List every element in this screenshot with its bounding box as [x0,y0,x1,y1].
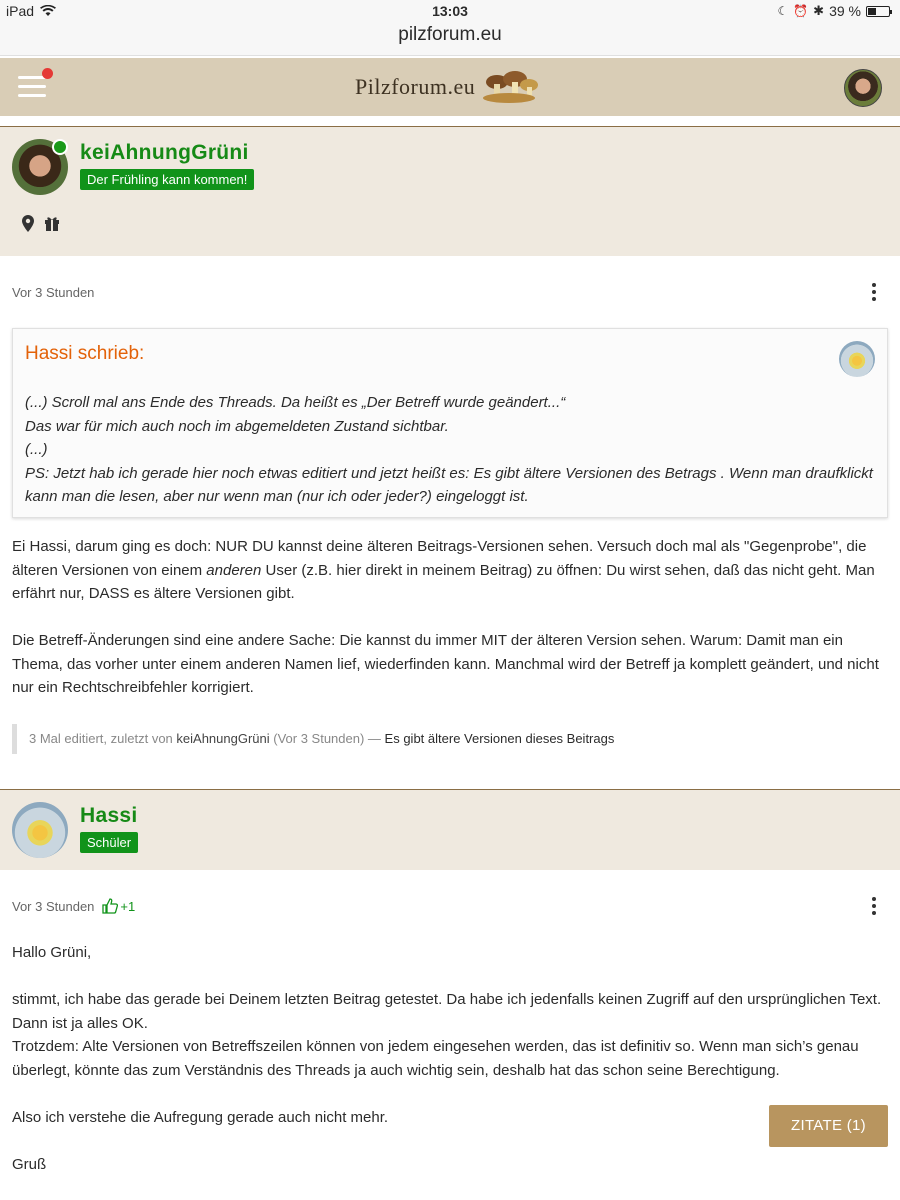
post-author-panel [0,126,900,256]
mushroom-logo-icon [483,70,539,104]
site-header [0,58,900,116]
url-text: pilzforum.eu [398,24,502,45]
edit-time: (Vor 3 Stunden) — [269,731,385,746]
battery-icon [866,6,890,17]
post-options-kebab-icon[interactable] [872,283,878,304]
quotes-button[interactable]: ZITATE (1) [769,1105,888,1147]
address-bar[interactable] [0,22,900,56]
post-paragraph: Gruß [12,1155,47,1173]
post-paragraph: Also ich verstehe die Aufregung gerade auch nicht mehr. [12,1108,389,1126]
site-logo[interactable] [355,70,539,104]
post-body [12,535,888,723]
post-options-kebab-icon[interactable] [872,897,878,918]
post-paragraph [12,988,888,1082]
emphasis-text: anderen [206,561,262,579]
gift-icon[interactable] [44,215,60,231]
rank-badge: Schüler [80,832,138,853]
author-avatar[interactable] [12,802,68,858]
quote-line: (...) Scroll mal ans Ende des Threads. Da heißt es „Der Betreff wurde geändert...“ [25,394,566,411]
logo-text: Pilzforum.eu [355,74,476,99]
quote-text [25,391,875,509]
text-span: User (z.B. hier direkt in meinem Beitrag) zu öffnen: Du wirst sehen, daß das nicht geht. Man erfährt nur, DASS es ältere Versionen gibt. [12,561,875,602]
post-time[interactable]: Vor 3 Stunden [12,285,95,300]
status-right [777,3,890,19]
author-icons [22,215,60,232]
post-meta [12,898,135,914]
rank-badge: Der Frühling kann kommen! [80,169,254,190]
alarm-icon: ⏰ [793,4,809,18]
edit-history-note [12,724,614,754]
like-counter[interactable] [102,898,135,914]
quote-line: (...) [25,441,48,458]
text-span: Trotzdem: Alte Versionen von Betreffszeilen können von jedem eingesehen werden, das ist definitiv so. Wenn man sich’s genau überlegt, könnte das zum Verständnis des Threads ja auch wichtig sein, deshalb hat das schon seine Berechtigung. [12,1038,859,1079]
user-avatar[interactable] [844,69,882,107]
device-label: iPad [6,3,35,19]
ios-status-bar [0,0,900,22]
battery-percent: 39 % [829,3,861,19]
like-count: +1 [120,898,136,914]
notification-dot [42,68,53,79]
post-meta [12,285,94,300]
older-versions-link[interactable]: Es gibt ältere Versionen dieses Beitrags [384,731,615,746]
quote-box [12,328,888,518]
text-span: Ei Hassi, darum ging es doch: NUR DU kannst deine älteren Beitrags-Versionen sehen. Versuch doch mal als "Gegenprobe", die älteren Versionen von einem [12,538,867,579]
online-indicator [52,139,68,155]
post-paragraph: Hallo Grüni, [12,944,92,961]
author-name[interactable]: Hassi [80,804,138,827]
moon-icon: ☾ [777,4,789,18]
quote-line: PS: Jetzt hab ich gerade hier noch etwas editiert und jetzt heißt es: Es gibt ältere Versionen des Betrags . Wenn man draufklickt kann man die lesen, aber nur wenn man (nur ich oder jeder?) eingeloggt ist. [25,464,873,505]
post-paragraph: Die Betreff-Änderungen sind eine andere Sache: Die kannst du immer MIT der älteren Version sehen. Warum: Damit man ein Thema, das vorher unter einem anderen Namen lief, wiederfinden kann. Manchmal wird der Betreff ja komplett geändert, und nicht nur ein Rechtschreibfehler korrigiert. [12,632,879,696]
quote-author-avatar[interactable] [839,341,875,377]
post-author-panel [0,789,900,870]
quote-title[interactable]: Hassi schrieb: [25,343,145,364]
post-body [12,941,888,1200]
bluetooth-icon: ✱ [813,3,825,18]
edit-prefix: 3 Mal editiert, zuletzt von [29,731,177,746]
author-name[interactable]: keiAhnungGrüni [80,141,249,164]
status-time: 13:03 [432,3,468,19]
text-span: stimmt, ich habe das gerade bei Deinem letzten Beitrag getestet. Da habe ich jedenfalls keinen Zugriff auf den ursprünglichen Text. Dann ist ja alles OK. [12,991,882,1032]
post-paragraph [12,535,888,606]
post-time[interactable]: Vor 3 Stunden [12,898,95,914]
hamburger-icon[interactable] [18,76,46,98]
map-pin-icon[interactable] [22,215,34,232]
thumbs-up-icon [102,898,118,914]
quote-line: Das war für mich auch noch im abgemeldeten Zustand sichtbar. [25,417,449,435]
edit-user-link[interactable]: keiAhnungGrüni [176,731,270,746]
